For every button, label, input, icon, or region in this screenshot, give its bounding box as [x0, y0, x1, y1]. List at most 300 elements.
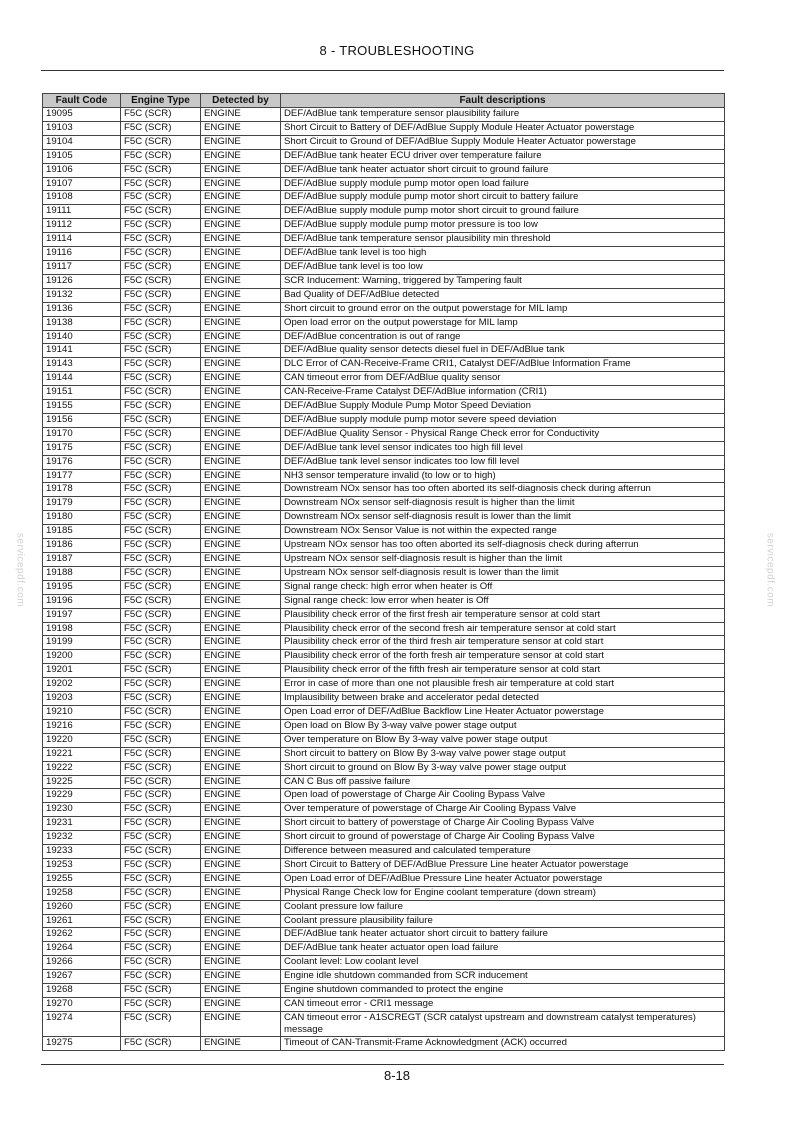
engine-type-cell: F5C (SCR): [121, 858, 201, 872]
fault-code-cell: 19178: [43, 483, 121, 497]
fault-code-cell: 19195: [43, 580, 121, 594]
detected-by-cell: ENGINE: [201, 553, 281, 567]
detected-by-cell: ENGINE: [201, 664, 281, 678]
engine-type-cell: F5C (SCR): [121, 247, 201, 261]
table-row: [43, 872, 725, 886]
detected-by-cell: ENGINE: [201, 400, 281, 414]
detected-by-cell: ENGINE: [201, 149, 281, 163]
fault-description-cell: Short Circuit to Ground of DEF/AdBlue Supply Module Heater Actuator powerstage: [281, 135, 725, 149]
table-row: [43, 761, 725, 775]
fault-description-cell: Implausibility between brake and accelerator pedal detected: [281, 692, 725, 706]
fault-description-cell: DLC Error of CAN-Receive-Frame CRI1, Catalyst DEF/AdBlue Information Frame: [281, 358, 725, 372]
table-row: [43, 344, 725, 358]
fault-code-cell: 19266: [43, 956, 121, 970]
fault-description-cell: Open Load error of DEF/AdBlue Pressure Line heater Actuator powerstage: [281, 872, 725, 886]
table-row: [43, 455, 725, 469]
detected-by-cell: ENGINE: [201, 970, 281, 984]
table-row: [43, 205, 725, 219]
engine-type-cell: F5C (SCR): [121, 580, 201, 594]
page-number: 8-18: [383, 1068, 411, 1083]
table-row: [43, 427, 725, 441]
fault-description-cell: Plausibility check error of the third fresh air temperature sensor at cold start: [281, 636, 725, 650]
fault-code-cell: 19253: [43, 858, 121, 872]
table-row: [43, 914, 725, 928]
detected-by-cell: ENGINE: [201, 747, 281, 761]
fault-code-cell: 19216: [43, 719, 121, 733]
engine-type-cell: F5C (SCR): [121, 108, 201, 122]
table-row: [43, 386, 725, 400]
fault-description-cell: CAN C Bus off passive failure: [281, 775, 725, 789]
fault-description-cell: Engine shutdown commanded to protect the engine: [281, 984, 725, 998]
table-row: [43, 539, 725, 553]
fault-description-cell: Coolant level: Low coolant level: [281, 956, 725, 970]
engine-type-cell: F5C (SCR): [121, 1036, 201, 1050]
fault-code-cell: 19197: [43, 608, 121, 622]
table-row: [43, 719, 725, 733]
engine-type-cell: F5C (SCR): [121, 636, 201, 650]
fault-code-cell: 19179: [43, 497, 121, 511]
table-row: [43, 372, 725, 386]
table-row: [43, 1011, 725, 1036]
detected-by-cell: ENGINE: [201, 650, 281, 664]
fault-description-cell: DEF/AdBlue quality sensor detects diesel fuel in DEF/AdBlue tank: [281, 344, 725, 358]
engine-type-cell: F5C (SCR): [121, 775, 201, 789]
detected-by-cell: ENGINE: [201, 135, 281, 149]
engine-type-cell: F5C (SCR): [121, 719, 201, 733]
engine-type-cell: F5C (SCR): [121, 427, 201, 441]
engine-type-cell: F5C (SCR): [121, 566, 201, 580]
fault-description-cell: Downstream NOx Sensor Value is not within the expected range: [281, 525, 725, 539]
table-row: [43, 233, 725, 247]
table-row: [43, 553, 725, 567]
detected-by-cell: ENGINE: [201, 1036, 281, 1050]
table-row: [43, 817, 725, 831]
fault-code-cell: 19177: [43, 469, 121, 483]
fault-code-cell: 19262: [43, 928, 121, 942]
engine-type-cell: F5C (SCR): [121, 539, 201, 553]
fault-code-cell: 19264: [43, 942, 121, 956]
fault-code-cell: 19180: [43, 511, 121, 525]
table-row: [43, 650, 725, 664]
fault-code-cell: 19175: [43, 441, 121, 455]
fault-code-cell: 19270: [43, 998, 121, 1012]
header-rule: [41, 70, 724, 71]
detected-by-cell: ENGINE: [201, 219, 281, 233]
fault-code-cell: 19233: [43, 845, 121, 859]
engine-type-cell: F5C (SCR): [121, 274, 201, 288]
engine-type-cell: F5C (SCR): [121, 553, 201, 567]
fault-description-cell: Over temperature on Blow By 3-way valve power stage output: [281, 733, 725, 747]
fault-code-cell: 19202: [43, 678, 121, 692]
engine-type-cell: F5C (SCR): [121, 845, 201, 859]
detected-by-cell: ENGINE: [201, 845, 281, 859]
detected-by-cell: ENGINE: [201, 455, 281, 469]
engine-type-cell: F5C (SCR): [121, 163, 201, 177]
detected-by-cell: ENGINE: [201, 914, 281, 928]
fault-description-cell: Difference between measured and calculated temperature: [281, 845, 725, 859]
engine-type-cell: F5C (SCR): [121, 761, 201, 775]
detected-by-cell: ENGINE: [201, 386, 281, 400]
engine-type-cell: F5C (SCR): [121, 984, 201, 998]
fault-code-cell: 19111: [43, 205, 121, 219]
fault-code-cell: 19116: [43, 247, 121, 261]
detected-by-cell: ENGINE: [201, 511, 281, 525]
fault-code-cell: 19231: [43, 817, 121, 831]
table-row: [43, 358, 725, 372]
fault-description-cell: DEF/AdBlue tank level is too low: [281, 260, 725, 274]
detected-by-cell: ENGINE: [201, 330, 281, 344]
engine-type-cell: F5C (SCR): [121, 358, 201, 372]
fault-code-cell: 19141: [43, 344, 121, 358]
detected-by-cell: ENGINE: [201, 761, 281, 775]
table-row: [43, 330, 725, 344]
engine-type-cell: F5C (SCR): [121, 121, 201, 135]
fault-code-cell: 19260: [43, 900, 121, 914]
table-row: [43, 497, 725, 511]
fault-description-cell: Signal range check: high error when heater is Off: [281, 580, 725, 594]
fault-code-cell: 19230: [43, 803, 121, 817]
table-row: [43, 692, 725, 706]
fault-description-cell: CAN-Receive-Frame Catalyst DEF/AdBlue information (CRI1): [281, 386, 725, 400]
fault-description-cell: Timeout of CAN-Transmit-Frame Acknowledgment (ACK) occurred: [281, 1036, 725, 1050]
detected-by-cell: ENGINE: [201, 260, 281, 274]
detected-by-cell: ENGINE: [201, 803, 281, 817]
fault-description-cell: Downstream NOx sensor self-diagnosis result is higher than the limit: [281, 497, 725, 511]
fault-code-cell: 19143: [43, 358, 121, 372]
detected-by-cell: ENGINE: [201, 998, 281, 1012]
detected-by-cell: ENGINE: [201, 372, 281, 386]
engine-type-cell: F5C (SCR): [121, 441, 201, 455]
fault-description-cell: Short Circuit to Battery of DEF/AdBlue Pressure Line heater Actuator powerstage: [281, 858, 725, 872]
detected-by-cell: ENGINE: [201, 858, 281, 872]
column-header-fault-descriptions: Fault descriptions: [281, 94, 725, 108]
table-row: [43, 594, 725, 608]
detected-by-cell: ENGINE: [201, 705, 281, 719]
table-row: [43, 678, 725, 692]
fault-description-cell: Plausibility check error of the fifth fresh air temperature sensor at cold start: [281, 664, 725, 678]
fault-description-cell: Over temperature of powerstage of Charge Air Cooling Bypass Valve: [281, 803, 725, 817]
detected-by-cell: ENGINE: [201, 956, 281, 970]
fault-description-cell: Plausibility check error of the first fresh air temperature sensor at cold start: [281, 608, 725, 622]
engine-type-cell: F5C (SCR): [121, 288, 201, 302]
fault-code-cell: 19200: [43, 650, 121, 664]
fault-description-cell: Upstream NOx sensor self-diagnosis result is lower than the limit: [281, 566, 725, 580]
engine-type-cell: F5C (SCR): [121, 413, 201, 427]
table-row: [43, 900, 725, 914]
detected-by-cell: ENGINE: [201, 594, 281, 608]
table-row: [43, 942, 725, 956]
fault-description-cell: DEF/AdBlue tank temperature sensor plausibility min threshold: [281, 233, 725, 247]
fault-code-cell: 19198: [43, 622, 121, 636]
fault-code-cell: 19220: [43, 733, 121, 747]
table-row: [43, 747, 725, 761]
detected-by-cell: ENGINE: [201, 358, 281, 372]
fault-code-cell: 19112: [43, 219, 121, 233]
engine-type-cell: F5C (SCR): [121, 191, 201, 205]
detected-by-cell: ENGINE: [201, 288, 281, 302]
detected-by-cell: ENGINE: [201, 692, 281, 706]
detected-by-cell: ENGINE: [201, 469, 281, 483]
engine-type-cell: F5C (SCR): [121, 886, 201, 900]
table-row: [43, 566, 725, 580]
fault-code-cell: 19258: [43, 886, 121, 900]
detected-by-cell: ENGINE: [201, 427, 281, 441]
table-row: [43, 413, 725, 427]
table-body: [43, 108, 725, 1051]
fault-description-cell: CAN timeout error from DEF/AdBlue quality sensor: [281, 372, 725, 386]
table-row: [43, 886, 725, 900]
table-row: [43, 247, 725, 261]
engine-type-cell: F5C (SCR): [121, 233, 201, 247]
table-row: [43, 1036, 725, 1050]
table-header-row: [43, 94, 725, 108]
fault-description-cell: Open load on Blow By 3-way valve power stage output: [281, 719, 725, 733]
fault-description-cell: DEF/AdBlue supply module pump motor severe speed deviation: [281, 413, 725, 427]
fault-code-cell: 19188: [43, 566, 121, 580]
table-row: [43, 803, 725, 817]
detected-by-cell: ENGINE: [201, 886, 281, 900]
detected-by-cell: ENGINE: [201, 344, 281, 358]
fault-description-cell: DEF/AdBlue tank level sensor indicates too high fill level: [281, 441, 725, 455]
engine-type-cell: F5C (SCR): [121, 914, 201, 928]
engine-type-cell: F5C (SCR): [121, 733, 201, 747]
fault-description-cell: Bad Quality of DEF/AdBlue detected: [281, 288, 725, 302]
fault-description-cell: DEF/AdBlue tank heater actuator short circuit to ground failure: [281, 163, 725, 177]
engine-type-cell: F5C (SCR): [121, 330, 201, 344]
detected-by-cell: ENGINE: [201, 539, 281, 553]
engine-type-cell: F5C (SCR): [121, 386, 201, 400]
fault-code-cell: 19095: [43, 108, 121, 122]
detected-by-cell: ENGINE: [201, 928, 281, 942]
engine-type-cell: F5C (SCR): [121, 650, 201, 664]
table-row: [43, 483, 725, 497]
engine-type-cell: F5C (SCR): [121, 316, 201, 330]
fault-code-cell: 19185: [43, 525, 121, 539]
engine-type-cell: F5C (SCR): [121, 302, 201, 316]
detected-by-cell: ENGINE: [201, 580, 281, 594]
fault-code-cell: 19136: [43, 302, 121, 316]
detected-by-cell: ENGINE: [201, 274, 281, 288]
fault-code-cell: 19138: [43, 316, 121, 330]
fault-description-cell: Error in case of more than one not plausible fresh air temperature at cold start: [281, 678, 725, 692]
fault-code-cell: 19156: [43, 413, 121, 427]
engine-type-cell: F5C (SCR): [121, 664, 201, 678]
table-row: [43, 928, 725, 942]
fault-code-cell: 19104: [43, 135, 121, 149]
fault-description-cell: DEF/AdBlue Supply Module Pump Motor Speed Deviation: [281, 400, 725, 414]
fault-code-cell: 19107: [43, 177, 121, 191]
fault-description-cell: Open Load error of DEF/AdBlue Backflow Line Heater Actuator powerstage: [281, 705, 725, 719]
fault-code-cell: 19225: [43, 775, 121, 789]
detected-by-cell: ENGINE: [201, 191, 281, 205]
engine-type-cell: F5C (SCR): [121, 692, 201, 706]
engine-type-cell: F5C (SCR): [121, 970, 201, 984]
table-row: [43, 775, 725, 789]
engine-type-cell: F5C (SCR): [121, 177, 201, 191]
fault-description-cell: Physical Range Check low for Engine coolant temperature (down stream): [281, 886, 725, 900]
engine-type-cell: F5C (SCR): [121, 205, 201, 219]
engine-type-cell: F5C (SCR): [121, 928, 201, 942]
fault-code-cell: 19105: [43, 149, 121, 163]
fault-code-table: [42, 93, 725, 1051]
detected-by-cell: ENGINE: [201, 483, 281, 497]
table-row: [43, 789, 725, 803]
fault-description-cell: SCR Inducement: Warning, triggered by Tampering fault: [281, 274, 725, 288]
table-row: [43, 302, 725, 316]
engine-type-cell: F5C (SCR): [121, 1011, 201, 1036]
table-row: [43, 831, 725, 845]
engine-type-cell: F5C (SCR): [121, 747, 201, 761]
engine-type-cell: F5C (SCR): [121, 678, 201, 692]
fault-description-cell: Engine idle shutdown commanded from SCR inducement: [281, 970, 725, 984]
fault-code-cell: 19221: [43, 747, 121, 761]
fault-description-cell: Short circuit to ground error on the output powerstage for MIL lamp: [281, 302, 725, 316]
table-row: [43, 664, 725, 678]
table-row: [43, 163, 725, 177]
fault-description-cell: DEF/AdBlue tank level sensor indicates too low fill level: [281, 455, 725, 469]
fault-code-cell: 19117: [43, 260, 121, 274]
fault-code-cell: 19187: [43, 553, 121, 567]
fault-code-cell: 19229: [43, 789, 121, 803]
fault-description-cell: Short Circuit to Battery of DEF/AdBlue Supply Module Heater Actuator powerstage: [281, 121, 725, 135]
table-row: [43, 316, 725, 330]
fault-code-cell: 19114: [43, 233, 121, 247]
detected-by-cell: ENGINE: [201, 441, 281, 455]
fault-description-cell: Short circuit to battery on Blow By 3-way valve power stage output: [281, 747, 725, 761]
detected-by-cell: ENGINE: [201, 636, 281, 650]
fault-description-cell: DEF/AdBlue tank level is too high: [281, 247, 725, 261]
detected-by-cell: ENGINE: [201, 108, 281, 122]
fault-description-cell: Short circuit to battery of powerstage of Charge Air Cooling Bypass Valve: [281, 817, 725, 831]
fault-code-cell: 19268: [43, 984, 121, 998]
fault-code-cell: 19186: [43, 539, 121, 553]
detected-by-cell: ENGINE: [201, 775, 281, 789]
fault-code-cell: 19203: [43, 692, 121, 706]
fault-description-cell: DEF/AdBlue concentration is out of range: [281, 330, 725, 344]
table-row: [43, 636, 725, 650]
engine-type-cell: F5C (SCR): [121, 135, 201, 149]
detected-by-cell: ENGINE: [201, 831, 281, 845]
detected-by-cell: ENGINE: [201, 233, 281, 247]
fault-description-cell: Open load error on the output powerstage for MIL lamp: [281, 316, 725, 330]
engine-type-cell: F5C (SCR): [121, 469, 201, 483]
fault-description-cell: DEF/AdBlue supply module pump motor open load failure: [281, 177, 725, 191]
engine-type-cell: F5C (SCR): [121, 900, 201, 914]
table-row: [43, 733, 725, 747]
watermark-left: servicepdf.com: [14, 532, 26, 608]
table-row: [43, 705, 725, 719]
engine-type-cell: F5C (SCR): [121, 149, 201, 163]
engine-type-cell: F5C (SCR): [121, 998, 201, 1012]
fault-description-cell: Downstream NOx sensor self-diagnosis result is lower than the limit: [281, 511, 725, 525]
fault-description-cell: Downstream NOx sensor has too often aborted its self-diagnosis check during afterrun: [281, 483, 725, 497]
table-row: [43, 135, 725, 149]
fault-code-cell: 19261: [43, 914, 121, 928]
table-row: [43, 984, 725, 998]
fault-description-cell: CAN timeout error - CRI1 message: [281, 998, 725, 1012]
fault-description-cell: Short circuit to ground of powerstage of Charge Air Cooling Bypass Valve: [281, 831, 725, 845]
engine-type-cell: F5C (SCR): [121, 608, 201, 622]
table-row: [43, 511, 725, 525]
detected-by-cell: ENGINE: [201, 247, 281, 261]
engine-type-cell: F5C (SCR): [121, 942, 201, 956]
fault-description-cell: DEF/AdBlue tank heater ECU driver over temperature failure: [281, 149, 725, 163]
fault-description-cell: NH3 sensor temperature invalid (to low or to high): [281, 469, 725, 483]
table-row: [43, 177, 725, 191]
fault-description-cell: Coolant pressure plausibility failure: [281, 914, 725, 928]
engine-type-cell: F5C (SCR): [121, 789, 201, 803]
table-row: [43, 998, 725, 1012]
detected-by-cell: ENGINE: [201, 497, 281, 511]
detected-by-cell: ENGINE: [201, 608, 281, 622]
watermark-right: servicepdf.com: [764, 532, 776, 608]
engine-type-cell: F5C (SCR): [121, 455, 201, 469]
detected-by-cell: ENGINE: [201, 121, 281, 135]
fault-code-cell: 19155: [43, 400, 121, 414]
fault-description-cell: Coolant pressure low failure: [281, 900, 725, 914]
fault-code-cell: 19151: [43, 386, 121, 400]
table-row: [43, 191, 725, 205]
table-row: [43, 525, 725, 539]
engine-type-cell: F5C (SCR): [121, 372, 201, 386]
fault-description-cell: DEF/AdBlue supply module pump motor short circuit to ground failure: [281, 205, 725, 219]
fault-description-cell: Upstream NOx sensor has too often aborted its self-diagnosis check during afterrun: [281, 539, 725, 553]
page-header-title: 8 - TROUBLESHOOTING: [319, 43, 475, 58]
fault-description-cell: DEF/AdBlue tank heater actuator open load failure: [281, 942, 725, 956]
table-row: [43, 858, 725, 872]
table-row: [43, 108, 725, 122]
engine-type-cell: F5C (SCR): [121, 219, 201, 233]
engine-type-cell: F5C (SCR): [121, 260, 201, 274]
detected-by-cell: ENGINE: [201, 872, 281, 886]
fault-code-cell: 19108: [43, 191, 121, 205]
column-header-engine-type: Engine Type: [121, 94, 201, 108]
fault-code-cell: 19210: [43, 705, 121, 719]
table-row: [43, 580, 725, 594]
detected-by-cell: ENGINE: [201, 817, 281, 831]
fault-code-cell: 19132: [43, 288, 121, 302]
engine-type-cell: F5C (SCR): [121, 803, 201, 817]
detected-by-cell: ENGINE: [201, 733, 281, 747]
fault-description-cell: Plausibility check error of the forth fresh air temperature sensor at cold start: [281, 650, 725, 664]
detected-by-cell: ENGINE: [201, 984, 281, 998]
detected-by-cell: ENGINE: [201, 205, 281, 219]
table-row: [43, 441, 725, 455]
table-row: [43, 469, 725, 483]
detected-by-cell: ENGINE: [201, 622, 281, 636]
fault-code-cell: 19275: [43, 1036, 121, 1050]
table-row: [43, 400, 725, 414]
engine-type-cell: F5C (SCR): [121, 956, 201, 970]
table-row: [43, 608, 725, 622]
engine-type-cell: F5C (SCR): [121, 817, 201, 831]
table-row: [43, 845, 725, 859]
table-row: [43, 622, 725, 636]
detected-by-cell: ENGINE: [201, 566, 281, 580]
engine-type-cell: F5C (SCR): [121, 831, 201, 845]
fault-code-cell: 19274: [43, 1011, 121, 1036]
detected-by-cell: ENGINE: [201, 719, 281, 733]
engine-type-cell: F5C (SCR): [121, 400, 201, 414]
fault-description-cell: DEF/AdBlue tank heater actuator short circuit to battery failure: [281, 928, 725, 942]
table-row: [43, 260, 725, 274]
table-row: [43, 288, 725, 302]
fault-code-cell: 19232: [43, 831, 121, 845]
engine-type-cell: F5C (SCR): [121, 344, 201, 358]
fault-description-cell: DEF/AdBlue Quality Sensor - Physical Range Check error for Conductivity: [281, 427, 725, 441]
engine-type-cell: F5C (SCR): [121, 525, 201, 539]
detected-by-cell: ENGINE: [201, 163, 281, 177]
